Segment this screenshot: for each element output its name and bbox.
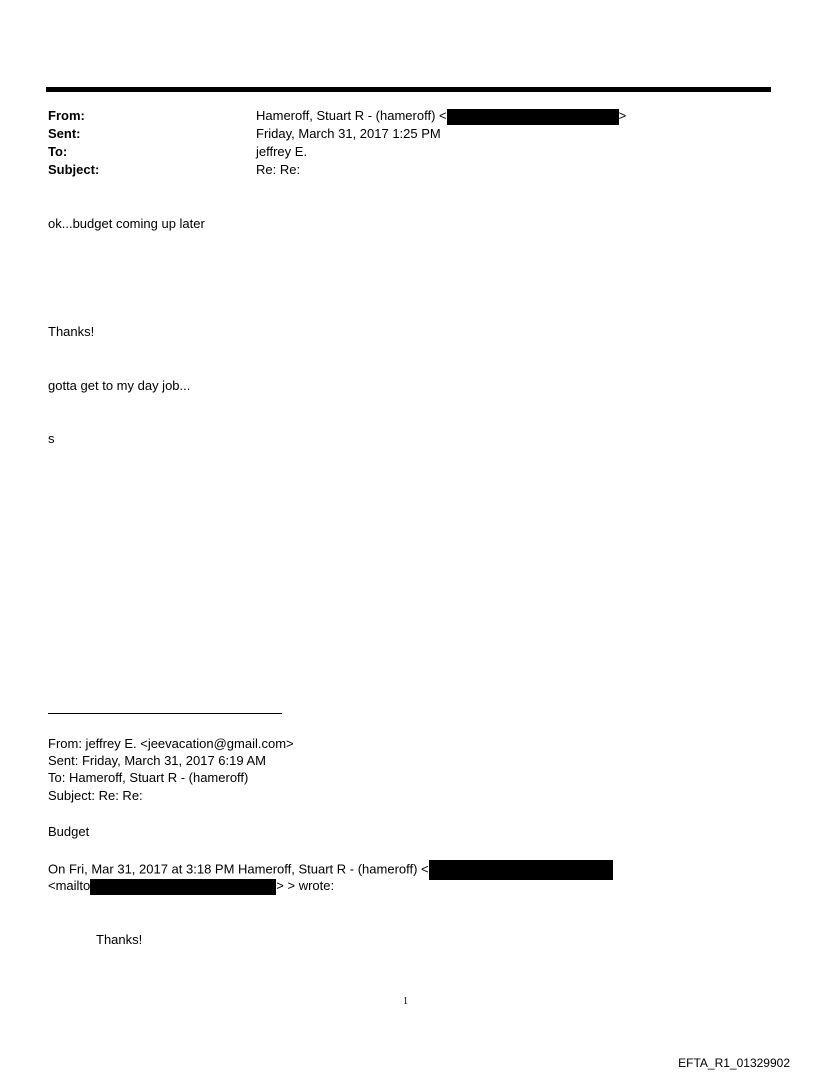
document-id: EFTA_R1_01329902 — [678, 1056, 790, 1070]
separator-rule — [48, 713, 282, 714]
sent-label: Sent: — [48, 126, 81, 141]
quoted-subject: Subject: Re: Re: — [48, 788, 143, 803]
redaction-box — [447, 109, 619, 125]
subject-label: Subject: — [48, 162, 100, 177]
to-label: To: — [48, 144, 68, 159]
body-line: Thanks! — [48, 324, 95, 339]
from-suffix: > — [618, 108, 627, 123]
redaction-box — [90, 879, 276, 895]
sent-value: Friday, March 31, 2017 1:25 PM — [256, 126, 441, 141]
quoted-sent: Sent: Friday, March 31, 2017 6:19 AM — [48, 753, 266, 768]
to-value: jeffrey E. — [256, 144, 308, 159]
quoted-attribution — [48, 860, 613, 880]
from-label: From: — [48, 108, 85, 123]
subject-value: Re: Re: — [256, 162, 301, 177]
redaction-box — [429, 860, 613, 880]
mailto-suffix: > > wrote: — [276, 878, 335, 893]
quoted-to: To: Hameroff, Stuart R - (hameroff) — [48, 770, 249, 785]
body-line: gotta get to my day job... — [48, 378, 191, 393]
quoted-thanks: Thanks! — [96, 932, 143, 947]
attribution-text: On Fri, Mar 31, 2017 at 3:18 PM Hameroff, Stuart R - (hameroff) < — [48, 861, 429, 877]
quoted-from: From: jeffrey E. <jeevacation@gmail.com> — [48, 736, 294, 751]
page-number: 1 — [403, 996, 408, 1007]
body-line: s — [48, 431, 55, 446]
body-line: ok...budget coming up later — [48, 216, 205, 231]
from-value — [256, 107, 626, 125]
mailto-prefix: <mailto — [48, 878, 91, 893]
from-name: Hameroff, Stuart R - (hameroff) < — [256, 108, 447, 123]
quoted-mailto — [48, 878, 334, 895]
header-rule — [46, 87, 771, 92]
quoted-message: Budget — [48, 824, 90, 839]
